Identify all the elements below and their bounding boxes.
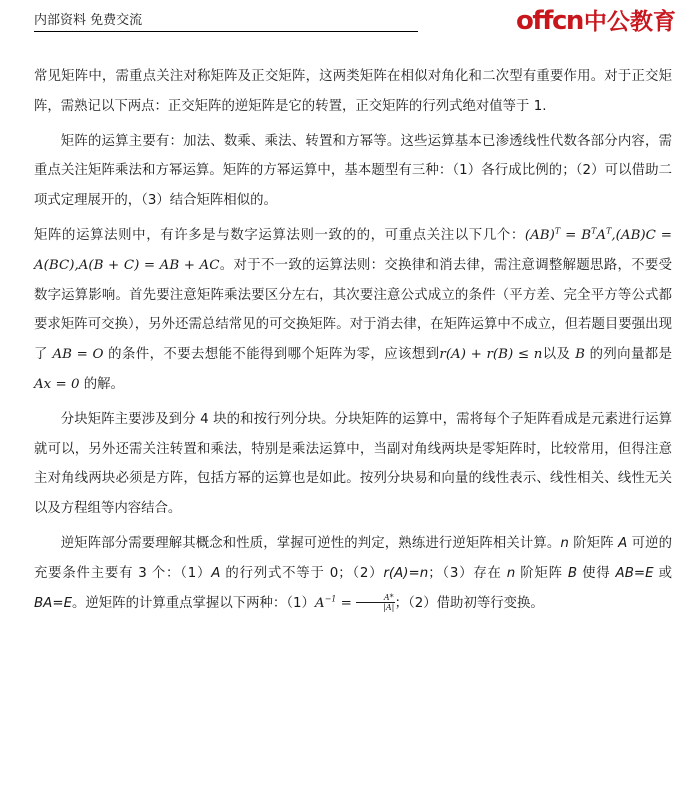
logo-en: offcn bbox=[516, 6, 583, 36]
header-left-text: 内部资料 免费交流 bbox=[34, 13, 143, 28]
document-body bbox=[34, 62, 672, 618]
paragraph-orthogonal: 常见矩阵中，需重点关注对称矩阵及正交矩阵，这两类矩阵在相似对角化和二次型有重要作用。对于正交矩阵，需熟记以下两点：正交矩阵的逆矩阵是它的转置，正交矩阵的行列式绝对值等于 1. bbox=[34, 69, 672, 114]
formula-b: B bbox=[575, 347, 585, 363]
formula-ab-zero: AB = O bbox=[52, 347, 104, 363]
formula-inverse: $A^{-1}$ = bbox=[314, 594, 357, 611]
rules-text-2: 。对于不一致的运算法则：交换律和消去律，需注意调整解题思路，不要受数字运算影响。首先要注意矩阵乘法要区分左右，其次要注意公式成立的条件（平方差、完全平方等公式都要求矩阵可交换），另外还需总结常见的可交换矩阵。对于消去律，在矩阵运算中不成立，但若题目要强出现了 bbox=[34, 257, 673, 363]
paragraph-rules bbox=[34, 221, 672, 400]
header-rule bbox=[34, 31, 418, 32]
formula-ax: Ax = 0 bbox=[34, 376, 80, 392]
paragraph-operations: 矩阵的运算主要有：加法、数乘、乘法、转置和方幂等。这些运算基本已渗透线性代数各部分内容，需重点关注矩阵乘法和方幂运算。矩阵的方幂运算中，基本题型有三种：（1）各行成比例的；（2）可以借助二项式定理展开的，（3）结合矩阵相似的。 bbox=[34, 133, 672, 209]
logo-cn: 中公教育 bbox=[583, 9, 676, 35]
rules-text-6: 的解。 bbox=[79, 376, 124, 392]
paragraph-block-matrix: 分块矩阵主要涉及到分 4 块的和按行列分块。分块矩阵的运算中，需将每个子矩阵看成是元素进行运算就可以，另外还需关注转置和乘法，特别是乘法运算中，当副对角线两块是零矩阵时，比较常用，但得注意主对角线两块必须是方阵，包括方幂的运算也是如此。按列分块易和向量的线性表示、线性相关、线性无关以及方程组等内容结合。 bbox=[34, 411, 672, 517]
rules-text-4: 以及 bbox=[542, 347, 576, 363]
paragraph-inverse: 逆矩阵部分需要理解其概念和性质，掌握可逆性的判定，熟练进行逆矩阵相关计算。n 阶矩阵 A 可逆的充要条件主要有 3 个：（1）A 的行列式不等于 0；（2）r(A)=n；（3）存在 n 阶矩阵 B 使得 AB=E 或 BA=E。逆矩阵的计算重点掌握以下两种：$(1)A^{-1}$ = $\frac{A*}{|A|}$ ；（2）借助初等行变换。 bbox=[34, 535, 673, 613]
fraction-adjugate: $\frac{A*}{|A|}$ bbox=[356, 593, 395, 612]
formula-rank: r(A) + r(B) ≤ n bbox=[439, 347, 543, 363]
rules-text-3: 的条件，不要去想能不能得到哪个矩阵为零，应该想到 bbox=[103, 347, 440, 363]
offcn-logo bbox=[516, 3, 676, 36]
formula-transpose: $(AB)^T = B^TA^T,(AB)C = A(BC),A(B + C)$ = AB + AC bbox=[34, 226, 672, 273]
rules-text-5: 的列向量都是 bbox=[584, 347, 672, 363]
rules-text-1: 矩阵的运算法则中，有许多是与数字运算法则一致的的，可重点关注以下几个： bbox=[34, 227, 525, 243]
